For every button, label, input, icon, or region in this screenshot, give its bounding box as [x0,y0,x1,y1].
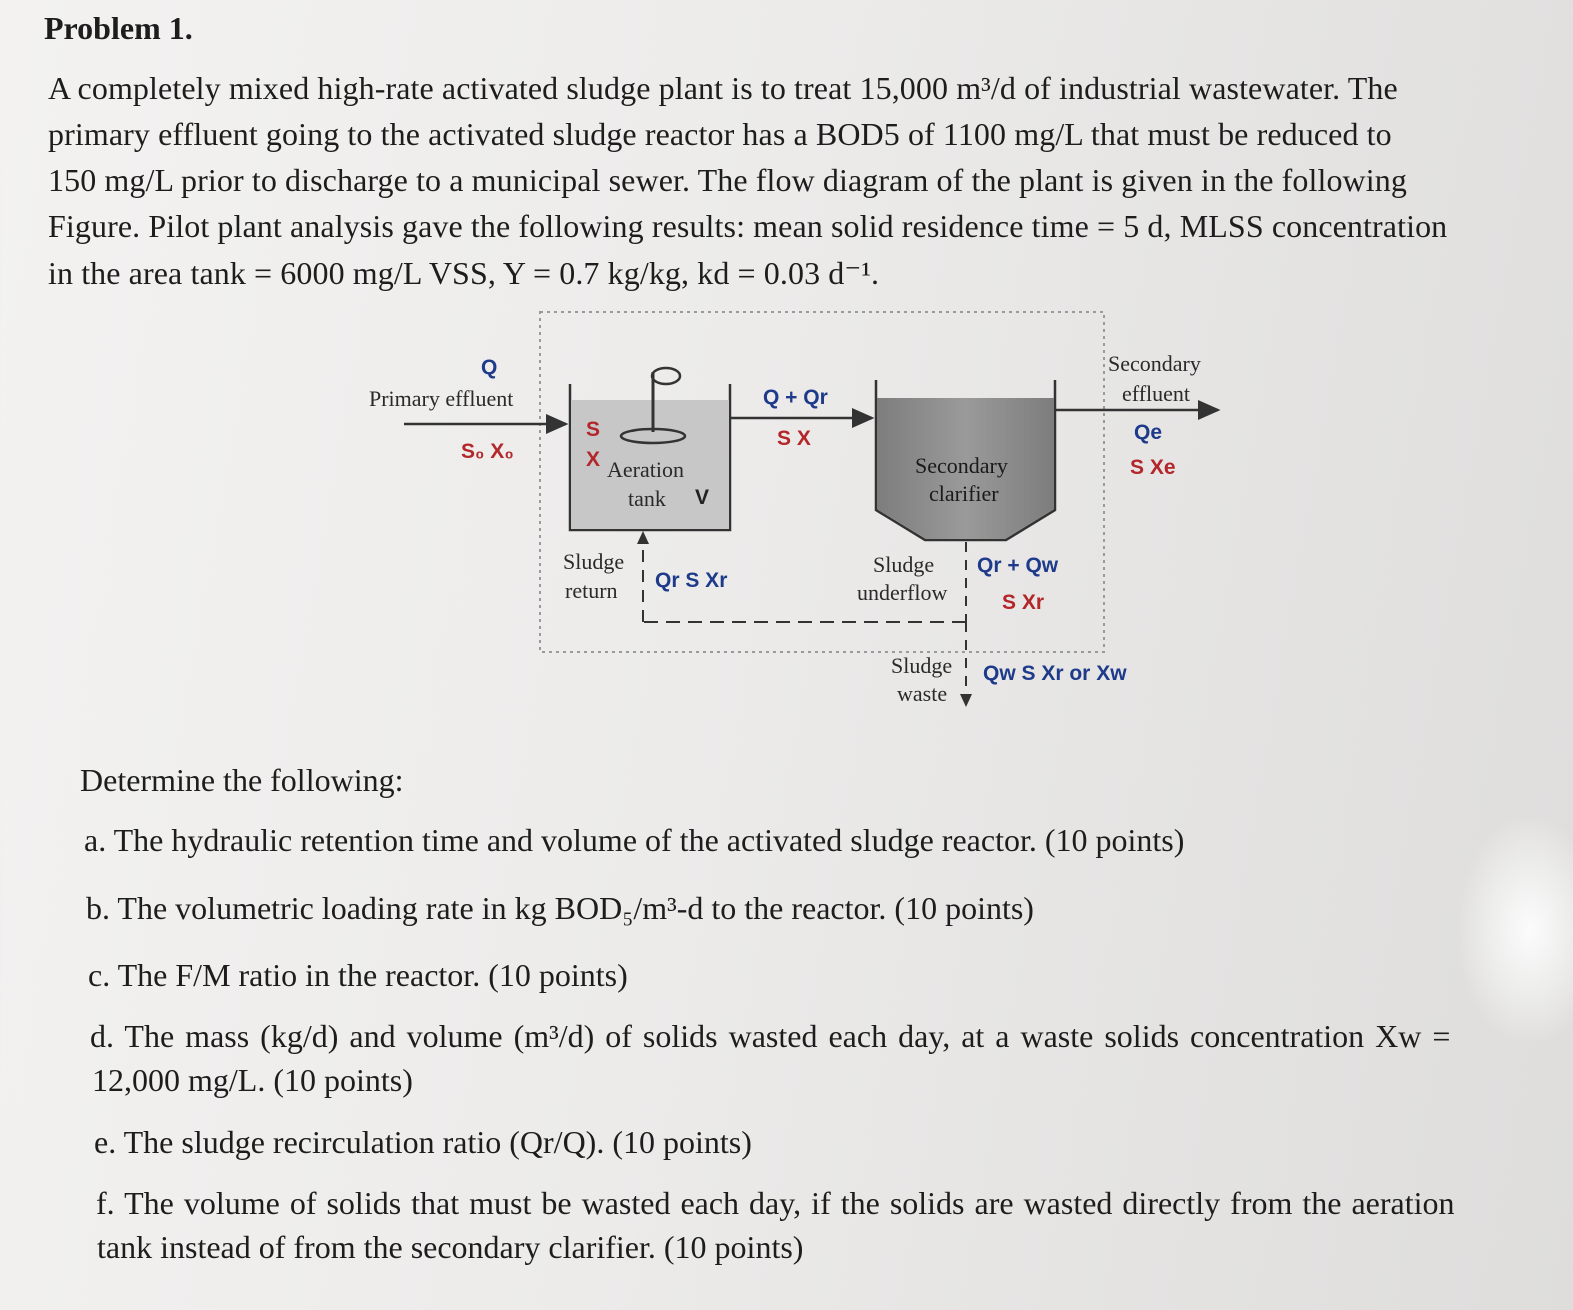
tank-volume-label: V [695,486,710,509]
waste-qw-s-xr-xw-label: Qw S Xr or Xw [983,662,1127,685]
questions-intro: Determine the following: [80,762,404,798]
problem-text-line-1: A completely mixed high-rate activated sludge plant is to treat 15,000 m³/d of industrial wastewater. The [48,70,1398,106]
sludge-waste-label-1: Sludge [891,653,953,678]
secondary-effluent-label-2: effluent [1122,381,1191,406]
light-glare [1460,820,1573,1040]
q-plus-qr-label: Q + Qr [763,386,828,409]
effluent-qe-label: Qe [1134,421,1163,444]
question-c: c. The F/M ratio in the reactor. (10 points) [88,957,628,993]
question-b: b. The volumetric loading rate in kg BOD₅/m³-d to the reactor. (10 points) [86,890,1034,926]
problem-text-line-3: 150 mg/L prior to discharge to a municipal sewer. The flow diagram of the plant is given in the following [48,162,1407,198]
tank-s-label: S [586,418,601,441]
problem-text-line-2: primary effluent going to the activated sludge reactor has a BOD5 of 1100 mg/L that must be reduced to [48,116,1392,152]
return-qr-s-xr-label: Qr S Xr [655,569,728,592]
sludge-return-label-2: return [565,578,618,603]
question-f-line-2: tank instead of from the secondary clarifier. (10 points) [97,1229,804,1265]
sludge-waste-label-2: waste [897,681,948,706]
problem-text-line-5: in the area tank = 6000 mg/L VSS, Y = 0.7 kg/kg, kd = 0.03 d⁻¹. [48,255,880,291]
question-f-line-1: f. The volume of solids that must be wasted each day, if the solids are wasted directly from the aeration [96,1185,1455,1221]
clarifier-label-2: clarifier [929,481,999,506]
underflow-s-xr-label: S Xr [1002,591,1045,614]
underflow-qr-qw-label: Qr + Qw [977,554,1059,577]
primary-effluent-label: Primary effluent [369,386,514,411]
sludge-underflow-label-1: Sludge [873,552,935,577]
problem-text-line-4: Figure. Pilot plant analysis gave the following results: mean solid residence time = 5 d, MLSS concentration [48,208,1448,244]
question-a: a. The hydraulic retention time and volume of the activated sludge reactor. (10 points) [84,822,1185,858]
mixed-liquor-s-x-label: S X [777,427,811,450]
tank-label: tank [628,486,666,511]
sludge-underflow-label-2: underflow [857,580,948,605]
sludge-return-label-1: Sludge [563,549,625,574]
clarifier-label-1: Secondary [915,453,1008,478]
effluent-s-xe-label: S Xe [1130,456,1176,479]
question-d-line-2: 12,000 mg/L. (10 points) [92,1062,413,1098]
influent-q-label: Q [481,356,498,379]
secondary-effluent-label-1: Secondary [1108,351,1201,376]
question-d-line-1: d. The mass (kg/d) and volume (m³/d) of solids wasted each day, at a waste solids concentration Xw = [90,1018,1451,1054]
influent-s0-x0-label: S₀ X₀ [461,440,514,463]
aeration-label: Aeration [607,457,684,482]
question-e: e. The sludge recirculation ratio (Qr/Q). (10 points) [94,1124,752,1160]
tank-x-label: X [586,448,601,471]
problem-title: Problem 1. [44,10,193,46]
